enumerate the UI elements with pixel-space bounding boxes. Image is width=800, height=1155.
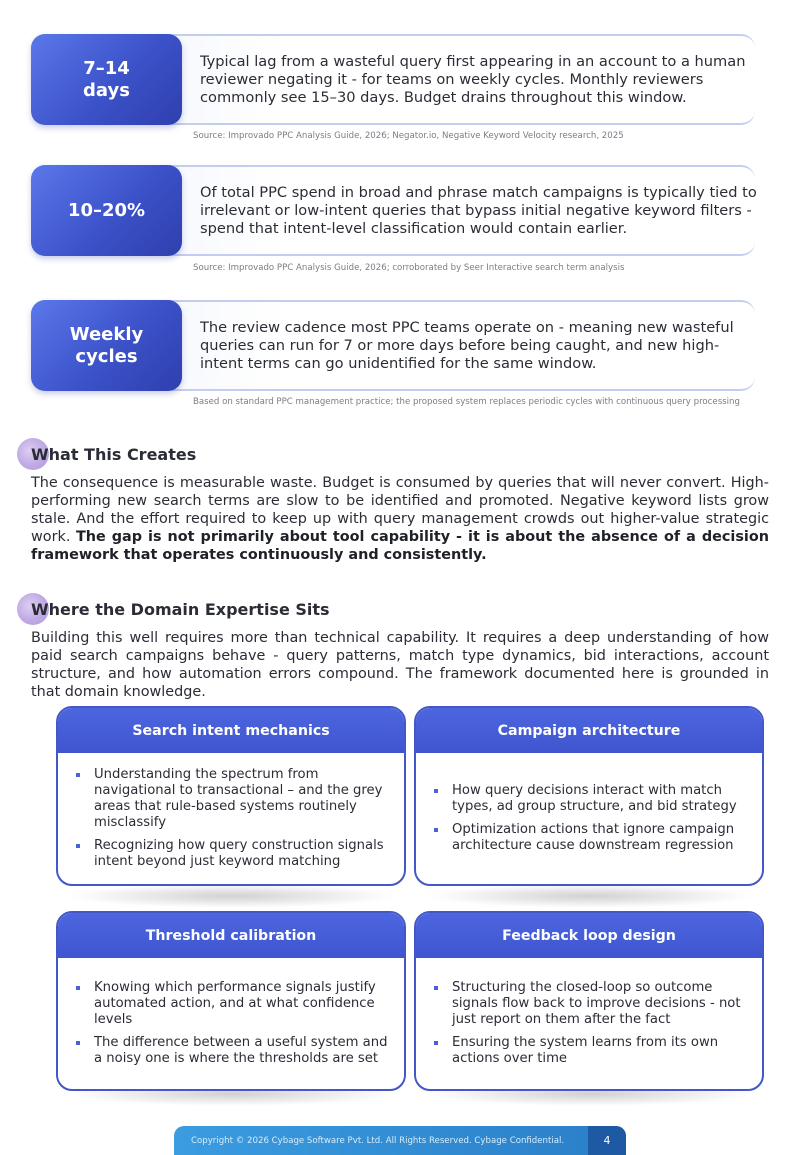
card-bullet-item: Knowing which performance signals justify automated action, and at what confidence levels: [74, 980, 390, 1028]
card-feedback-loop-design: [414, 911, 764, 1091]
card-bullet-item: Structuring the closed-loop so outcome signals flow back to improve decisions - not just report on them after the fact: [432, 980, 748, 1028]
card-shadow: [67, 884, 397, 908]
card-bullet-item: Optimization actions that ignore campaign architecture cause downstream regression: [432, 822, 748, 854]
card-title: Threshold calibration: [58, 913, 404, 958]
stat-badge-line: cycles: [75, 345, 138, 367]
stat-badge-line: Weekly: [69, 323, 144, 345]
stat-badge: [31, 300, 182, 391]
stat-description: The review cadence most PPC teams operate on - meaning new wasteful queries can run for 7 or more days before being caught, and new high-intent terms can go unidentified for the same window.: [200, 318, 734, 372]
card-bullet-item: Ensuring the system learns from its own actions over time: [432, 1035, 748, 1067]
section-heading-domain-expertise: [31, 600, 330, 619]
stat-source: Source: Improvado PPC Analysis Guide, 2026; Negator.io, Negative Keyword Velocity research, 2025: [193, 131, 624, 141]
card-search-intent-mechanics: [56, 706, 406, 886]
card-bullet-item: Recognizing how query construction signals intent beyond just keyword matching: [74, 838, 390, 870]
stat-description: Typical lag from a wasteful query first appearing in an account to a human reviewer negating it - for teams on weekly cycles. Monthly reviewers commonly see 15–30 days. Budget drains throughout this window.: [200, 52, 746, 106]
card-body: [58, 753, 404, 884]
paragraph-text: The consequence is measurable waste. Budget is consumed by queries that will never convert. High-performing new search terms are slow to be identified and promoted. Negative keyword lists grow stale. And the effort required to keep up with query management crowds out higher-value strategic work.: [31, 475, 769, 545]
stat-badge: [31, 165, 182, 256]
stat-card-weekly-cycles: [31, 300, 755, 391]
section-heading-text: Where the Domain Expertise Sits: [31, 600, 330, 619]
paragraph-emphasis: The gap is not primarily about tool capability - it is about the absence of a decision framework that operates continuously and consistently.: [31, 529, 769, 563]
card-title: Campaign architecture: [416, 708, 762, 753]
card-body: [416, 958, 762, 1089]
stat-badge: [31, 34, 182, 125]
stat-card-spend-percent: [31, 165, 755, 256]
card-threshold-calibration: [56, 911, 406, 1091]
stat-description: Of total PPC spend in broad and phrase match campaigns is typically tied to irrelevant or low-intent queries that bypass initial negative keyword filters - spend that intent-level classification would contain earlier.: [200, 183, 757, 237]
section-paragraph-creates: [31, 474, 769, 564]
section-paragraph-expertise: Building this well requires more than technical capability. It requires a deep understanding of how paid search campaigns behave - query patterns, match type dynamics, bid interactions, account structure, and how automation errors compound. The framework documented here is grounded in that domain knowledge.: [31, 630, 769, 700]
card-bullet-item: How query decisions interact with match types, ad group structure, and bid strategy: [432, 783, 748, 815]
card-shadow: [425, 884, 755, 908]
page-footer: [174, 1126, 626, 1155]
card-body: [416, 753, 762, 884]
card-bullet-item: Understanding the spectrum from navigational to transactional – and the grey areas that rule-based systems routinely misclassify: [74, 767, 390, 831]
stat-source: Source: Improvado PPC Analysis Guide, 2026; corroborated by Seer Interactive search term analysis: [193, 263, 625, 273]
footer-copyright: Copyright © 2026 Cybage Software Pvt. Ltd. All Rights Reserved. Cybage Confidential.: [191, 1135, 565, 1146]
stat-badge-line: 7–14: [83, 57, 130, 79]
card-body: [58, 958, 404, 1089]
stat-card-lag-days: [31, 34, 755, 125]
page-number: 4: [588, 1126, 626, 1155]
card-title: Feedback loop design: [416, 913, 762, 958]
stat-source: Based on standard PPC management practice; the proposed system replaces periodic cycles with continuous query processing: [193, 397, 740, 407]
stat-badge-line: days: [83, 79, 130, 101]
stat-badge-line: 10–20%: [67, 199, 146, 221]
section-heading-text: What This Creates: [31, 445, 197, 464]
card-bullet-item: The difference between a useful system and a noisy one is where the thresholds are set: [74, 1035, 390, 1067]
card-title: Search intent mechanics: [58, 708, 404, 753]
card-campaign-architecture: [414, 706, 764, 886]
section-heading-what-this-creates: [31, 445, 196, 464]
